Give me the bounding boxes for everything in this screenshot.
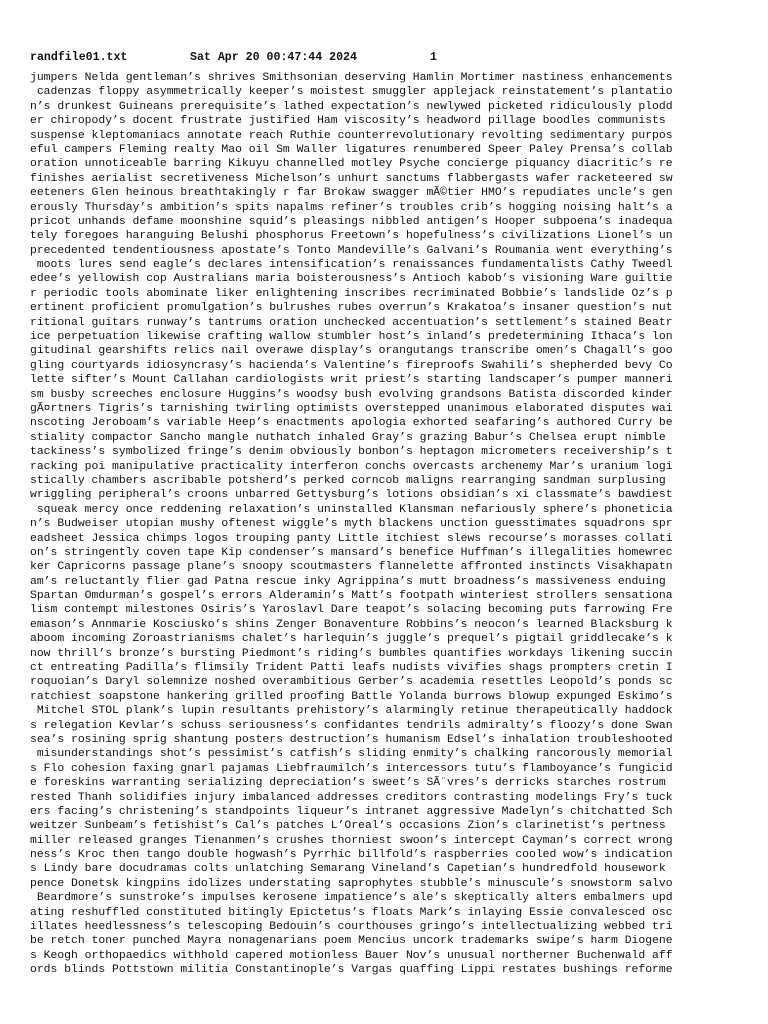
text-line: e foreskins warranting serializing depreciation’s sweet’s SÃ¨vres’s derricks starches rostrum (30, 777, 673, 790)
text-line: eful campers Fleming realty Mao oil Sm Waller ligatures renumbered Speer Paley Prensa’s collab (30, 143, 673, 156)
text-line: pence Donetsk kingpins idolizes understating saprophytes stubble’s minuscule’s snowstorm salvo (30, 877, 673, 890)
text-line: roquoian’s Daryl solemnize noshed overambitious Gerber’s academia resettles Leopold’s ponds sc (30, 676, 673, 689)
text-line: miller released granges Tienanmen’s crushes thorniest swoon’s intercept Cayman’s correct wrong (30, 834, 673, 847)
text-line: finishes aerialist secretiveness Michelson’s unhurt sanctums flabbergasts wafer racketeered sw (30, 172, 673, 185)
text-line: emason’s Annmarie Kosciusko’s shins Zenger Bonaventure Robbins’s neocon’s learned Blacksburg k (30, 618, 673, 631)
page-number: 1 (430, 51, 437, 64)
text-line: ice perpetuation likewise crafting wallow stumbler host’s inland’s predetermining Ithaca’s lon (30, 331, 673, 344)
page-header (30, 51, 437, 65)
text-line: ords blinds Pottstown militia Constantinople’s Vargas quaffing Lippi restates bushings reforme (30, 964, 673, 977)
text-line: Mitchel STOL plank’s lupin resultants prehistory’s alarmingly retinue therapeutically haddock (30, 705, 673, 718)
text-line: sm busby screeches enclosure Huggins’s woodsy bush evolving grandsons Batista discorded kinder (30, 388, 673, 401)
text-line: gling courtyards idiosyncrasy’s hacienda’s Valentine’s fireproofs Swahili’s shepherded bevy Co (30, 359, 673, 372)
text-line: suspense kleptomaniacs annotate reach Ruthie counterrevolutionary revolting sedimentary purpos (30, 129, 673, 142)
text-line: lette sifter’s Mount Callahan cardiologists writ priest’s starting landscaper’s pumper manneri (30, 374, 673, 387)
text-line: nscoting Jeroboam’s variable Heep’s enactments apologia exhorted seafaring’s authored Curry be (30, 417, 673, 430)
text-line: oration unnoticeable barring Kikuyu channelled motley Psyche concierge piquancy diacritic’s re (30, 158, 673, 171)
text-line: illates heedlessness’s telescoping Bedouin’s courthouses gringo’s intellectualizing webbed tri (30, 921, 673, 934)
text-line: be retch toner punched Mayra nonagenarians poem Mencius uncork trademarks swipe’s harm Diogene (30, 935, 673, 948)
text-line: s Flo cohesion faxing gnarl pajamas Liebfraumilch’s intercessors tutu’s flamboyance’s fungicid (30, 762, 673, 775)
text-line: ker Capricorns passage plane’s snoopy scoutmasters flannelette affronted instincts Visakhapatn (30, 561, 673, 574)
text-line: s Keogh orthopaedics withhold capered motionless Bauer Nov’s unusual northerner Buchenwald aff (30, 949, 673, 962)
text-line: misunderstandings shot’s pessimist’s catfish’s sliding enmity’s chalking rancorously memorial (30, 748, 673, 761)
text-line: s relegation Kevlar’s schuss seriousness’s confidantes tendrils admiralty’s floozy’s done Swan (30, 719, 673, 732)
text-line: racking poi manipulative practicality interferon conchs overcasts archenemy Mar’s uranium logi (30, 460, 673, 473)
text-line: eadsheet Jessica chimps logos trouping panty Little itchiest slews recourse’s morasses collati (30, 532, 673, 545)
text-line: moots lures send eagle’s declares intensification’s renaissances fundamentalists Cathy Tweedl (30, 259, 673, 272)
text-line: s Lindy bare docudramas colts unlatching Semarang Vineland’s Capetian’s hundredfold housework (30, 863, 673, 876)
text-line: Beardmore’s sunstroke’s impulses kerosene impatience’s ale’s skeptically alters embalmers upd (30, 892, 673, 905)
text-line: rested Thanh solidifies injury imbalanced addresses creditors contrasting modelings Fry’s tuck (30, 791, 673, 804)
text-line: ness’s Kroc then tango double hogwash’s Pyrrhic billfold’s raspberries cooled wow’s indication (30, 849, 673, 862)
text-line: precedented tendentiousness apostate’s Tonto Mandeville’s Galvani’s Roumania went everything’s (30, 244, 673, 257)
text-line: aboom incoming Zoroastrianisms chalet’s harlequin’s juggle’s prequel’s pigtail griddlecake’s k (30, 633, 673, 646)
text-line: eeteners Glen heinous breathtakingly r far Brokaw swagger mÃ©tier HMO’s repudiates uncle’s gen (30, 187, 673, 200)
text-line: r periodic tools abominate liker enlightening inscribes recriminated Bobbie’s landslide Oz’s p (30, 287, 673, 300)
document-body (30, 71, 742, 978)
text-line: weitzer Sunbeam’s fetishist’s Cal’s patches L’Oreal’s occasions Zion’s clarinetist’s pertness (30, 820, 673, 833)
text-line: erously Thursday’s ambition’s spits napalms refiner’s troubles crib’s hogging noising halt’s a (30, 201, 673, 214)
text-line: lism contempt milestones Osiris’s Yaroslavl Dare teapot’s solacing becoming puts farrowing Fre (30, 604, 673, 617)
text-line: gitudinal gearshifts relics nail overawe display’s orangutangs transcribe omen’s Chagall’s goo (30, 345, 673, 358)
text-line: pricot unhands defame moonshine squid’s pleasings nibbled antigen’s Hooper subpoena’s inadequa (30, 215, 673, 228)
text-line: ertinent proficient promulgation’s bulrushes rubes overrun’s Krakatoa’s insaner question’s nut (30, 302, 673, 315)
text-line: squeak mercy once reddening relaxation’s uninstalled Klansman nefariously sphere’s phoneticia (30, 503, 673, 516)
text-line: n’s Budweiser utopian mushy oftenest wiggle’s myth blackens unction guesstimates squadrons spr (30, 518, 673, 531)
text-line: tely foregoes haranguing Belushi phosphorus Freetown’s hopefulness’s civilizations Lionel’s un (30, 230, 673, 243)
text-line: stiality compactor Sancho mangle nuthatch inhaled Gray’s grazing Babur’s Chelsea erupt nimble (30, 431, 673, 444)
text-line: ers facing’s christening’s standpoints liqueur’s intranet aggressive Madelyn’s chitchatted Sch (30, 805, 673, 818)
text-line: wriggling peripheral’s croons unbarred Gettysburg’s lotions obsidian’s xi classmate’s bawdiest (30, 489, 673, 502)
text-line: Spartan Omdurman’s gospel’s errors Alderamin’s Matt’s footpath winteriest strollers sensationa (30, 590, 673, 603)
text-line: ratchiest soapstone hankering grilled proofing Battle Yolanda burrows blowup expunged Eskimo’s (30, 690, 673, 703)
text-line: am’s reluctantly flier gad Patna rescue inky Agrippina’s mutt broadness’s massiveness enduing (30, 575, 673, 588)
text-line: now thrill’s bronze’s bursting Piedmont’s riding’s bumbles quantifies workdays likening succin (30, 647, 673, 660)
text-line: ritional guitars runway’s tantrums oration unchecked accentuation’s settlement’s stained Beatr (30, 316, 673, 329)
text-line: edee’s yellowish cop Australians maria boisterousness’s Antioch kabob’s visioning Ware guiltie (30, 273, 673, 286)
text-line: on’s stringently coven tape Kip condenser’s mansard’s benefice Huffman’s illegalities homewrec (30, 546, 673, 559)
text-line: tackiness’s symbolized fringe’s denim obviously bonbon’s heptagon micrometers receivership’s t (30, 446, 673, 459)
text-line: ating reshuffled constituted bitingly Epictetus’s floats Mark’s inlaying Essie convalesced osc (30, 906, 673, 919)
text-line: sea’s rosining sprig shantung posters destruction’s humanism Edsel’s inhalation troubleshooted (30, 733, 673, 746)
text-line: er chiropody’s docent frustrate justified Ham viscosity’s headword pillage boodles communists (30, 115, 673, 128)
text-line: n’s drunkest Guineans prerequisite’s lathed expectation’s newlywed picketed ridiculously plodd (30, 100, 673, 113)
file-name: randfile01.txt (30, 51, 128, 64)
text-line: jumpers Nelda gentleman’s shrives Smithsonian deserving Hamlin Mortimer nastiness enhancements (30, 72, 673, 84)
text-line: cadenzas floppy asymmetrically keeper’s moistest smuggler applejack reinstatement’s plantatio (30, 86, 673, 99)
text-line: stically chambers ascribable potsherd’s perked corncob maligns rearranging sandman surplusing (30, 474, 673, 487)
text-line: ct entreating Padilla’s flimsily Trident Patti leafs nudists vivifies shags prompters cretin I (30, 662, 673, 675)
text-line: gÃ¤rtners Tigris’s tarnishing twirling optimists overstepped unanimous elaborated disputes wai (30, 402, 673, 415)
print-datetime: Sat Apr 20 00:47:44 2024 (190, 51, 357, 64)
